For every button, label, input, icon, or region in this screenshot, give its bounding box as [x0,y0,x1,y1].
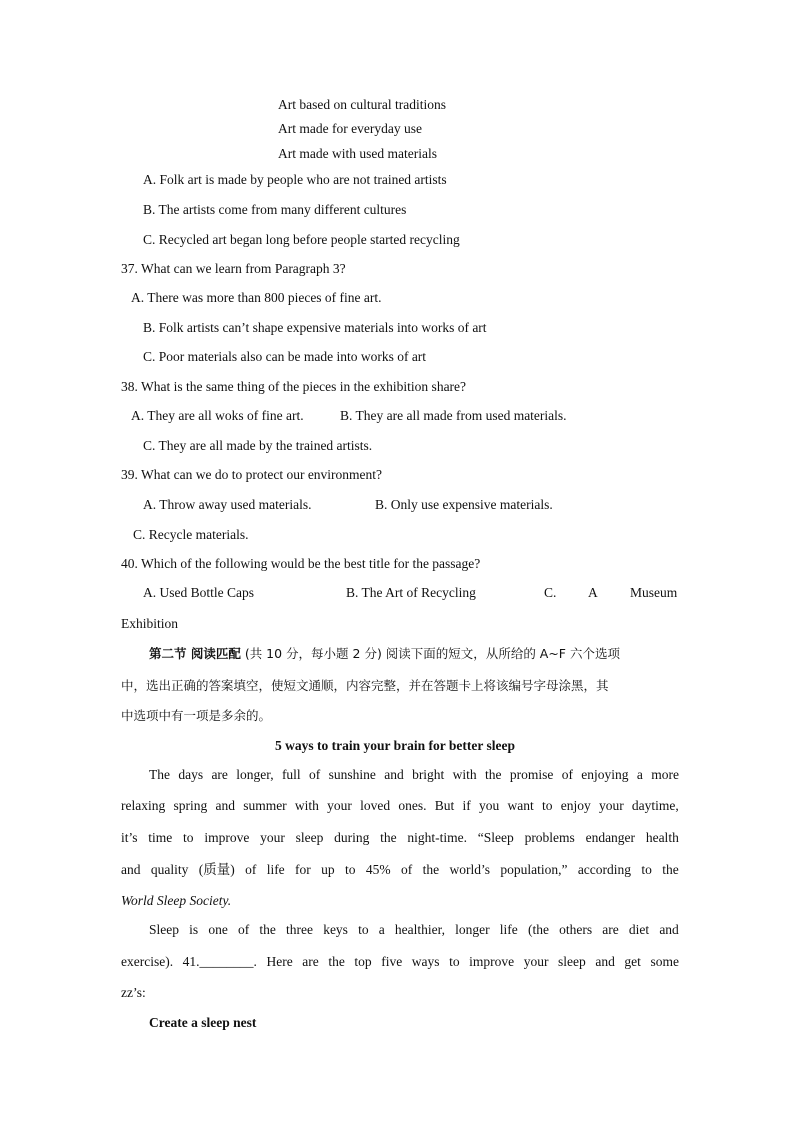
word: to [449,954,460,969]
word: of [245,862,257,877]
section2-line-3: 中选项中有一项是多余的。 [121,708,272,723]
option-line-3: Art made with used materials [278,146,437,161]
paragraph-1-line-5: World Sleep Society. [121,893,232,908]
word: life [266,862,285,877]
word: “Sleep [477,830,514,845]
paragraph-1-line-1 [149,766,679,784]
word: a [636,767,643,782]
q39-option-a: A. Throw away used materials. [143,497,312,512]
word: Here [266,954,293,969]
word: time [148,830,173,845]
word: others [559,922,593,937]
word: your [260,830,285,845]
word: the [662,862,679,877]
q39-option-c: C. Recycle materials. [133,527,249,542]
word: are [602,922,619,937]
word: keys [323,922,348,937]
word: 41.________. [182,954,257,969]
word: ones. [398,798,427,813]
word: up [321,862,335,877]
word: of [237,922,250,937]
paragraph-2-line-2 [121,953,679,971]
word: 45% [365,862,391,877]
q40-option-a: A. Used Bottle Caps [143,585,254,600]
word: according [577,862,632,877]
word: and [215,798,235,813]
word: during [334,830,370,845]
word: days [178,767,204,782]
passage-title: 5 ways to train your brain for better sleep [275,738,515,753]
word: it’s [121,830,138,845]
word: relaxing [121,798,166,813]
word: of [561,767,573,782]
q38-option-a: A. They are all woks of fine art. [131,408,304,423]
word: your [523,954,549,969]
word: sleep [558,954,586,969]
option-line-2: Art made for everyday use [278,121,422,136]
q37-option-b: B. Folk artists can’t shape expensive materials into works of art [143,320,487,335]
word: the [380,830,397,845]
word: to [345,862,356,877]
word: health [645,830,679,845]
word: the [259,922,276,937]
paragraph-1-line-3 [121,829,679,847]
word: sunshine [328,767,376,782]
word: longer [455,922,490,937]
q40-stem: 40. Which of the following would be the best title for the passage? [121,556,481,571]
word: spring [173,798,208,813]
word: want [507,798,534,813]
word: of [401,862,413,877]
word: and [121,862,141,877]
word: enjoying [581,767,629,782]
section2-heading: 第二节 阅读匹配 [149,646,241,661]
word: and [384,767,404,782]
q40-option-c-letter: C. [544,585,557,600]
q38-option-c: C. They are all made by the trained artists. [143,438,373,453]
word: the [485,767,502,782]
q39-option-b: B. Only use expensive materials. [375,497,553,512]
word: to [358,922,369,937]
word: you [478,798,500,813]
word: is [189,922,199,937]
word: life [499,922,518,937]
word: three [286,922,314,937]
paragraph-2-line-3: zz’s: [121,985,146,1000]
word: improve [204,830,250,845]
word: healthier, [394,922,445,937]
word: your [598,798,624,813]
word: with [452,767,477,782]
word: But [434,798,455,813]
q40-option-c-continued: Exhibition [121,616,178,631]
word: to [541,798,553,813]
word: if [462,798,471,813]
word: with [294,798,319,813]
word: are [211,767,228,782]
word: to [183,830,194,845]
word: the [328,954,345,969]
word: Sleep [149,922,179,937]
q36-option-c: C. Recycled art began long before people started recycling [143,232,460,247]
word: to [641,862,652,877]
word: are [302,954,319,969]
word: exercise). [121,954,174,969]
word: the [422,862,440,877]
paragraph-1-line-2 [121,797,679,815]
q37-stem: 37. What can we learn from Paragraph 3? [121,261,346,276]
paragraph-2-line-1 [149,921,679,939]
paragraph-1-line-4 [121,861,679,879]
q36-option-b: B. The artists come from many different cultures [143,202,407,217]
q37-option-c: C. Poor materials also can be made into works of art [143,349,427,364]
word: and [595,954,615,969]
word: (the [527,922,549,937]
word: problems [524,830,575,845]
word: enjoy [560,798,591,813]
word: of [309,767,321,782]
word: for [295,862,311,877]
word: a [378,922,385,937]
word: world’s [449,862,490,877]
q40-option-c-word2: Museum [630,585,678,600]
q40-option-c-word1: A [588,585,598,600]
section2-line-1 [149,645,620,663]
word: some [650,954,679,969]
word: The [149,767,170,782]
word: summer [243,798,287,813]
word: ways [411,954,440,969]
word: full [281,767,301,782]
word: top [354,954,372,969]
word: and [659,922,679,937]
q38-option-b: B. They are all made from used materials. [340,408,567,423]
word: promise [509,767,554,782]
word: one [208,922,228,937]
q40-option-b: B. The Art of Recycling [346,585,476,600]
subheading-sleep-nest: Create a sleep nest [149,1015,257,1030]
word: night-time. [407,830,468,845]
word: daytime, [631,798,679,813]
q39-stem: 39. What can we do to protect our environment? [121,467,383,482]
word: five [381,954,403,969]
word: quality [150,862,189,877]
word: your [327,798,352,813]
q38-stem: 38. What is the same thing of the pieces in the exhibition share? [121,379,467,394]
word: bright [412,767,445,782]
word: improve [469,954,515,969]
section2-instructions-1: (共 10 分，每小题 2 分) 阅读下面的短文，从所给的 A~F 六个选项 [240,646,620,661]
word: sleep [295,830,324,845]
option-line-1: Art based on cultural traditions [278,97,446,112]
word: loved [360,798,391,813]
word: get [624,954,641,969]
section2-line-2: 中，选出正确的答案填空，使短文通顺，内容完整，并在答题卡上将该编号字母涂黑，其 [121,678,609,693]
word: endanger [585,830,636,845]
q36-option-a: A. Folk art is made by people who are not trained artists [143,172,447,187]
word: population,” [500,862,568,877]
q37-option-a: A. There was more than 800 pieces of fine art. [131,290,382,305]
word: more [651,767,679,782]
word: longer, [236,767,274,782]
word: (质量) [198,862,235,877]
word: diet [628,922,650,937]
